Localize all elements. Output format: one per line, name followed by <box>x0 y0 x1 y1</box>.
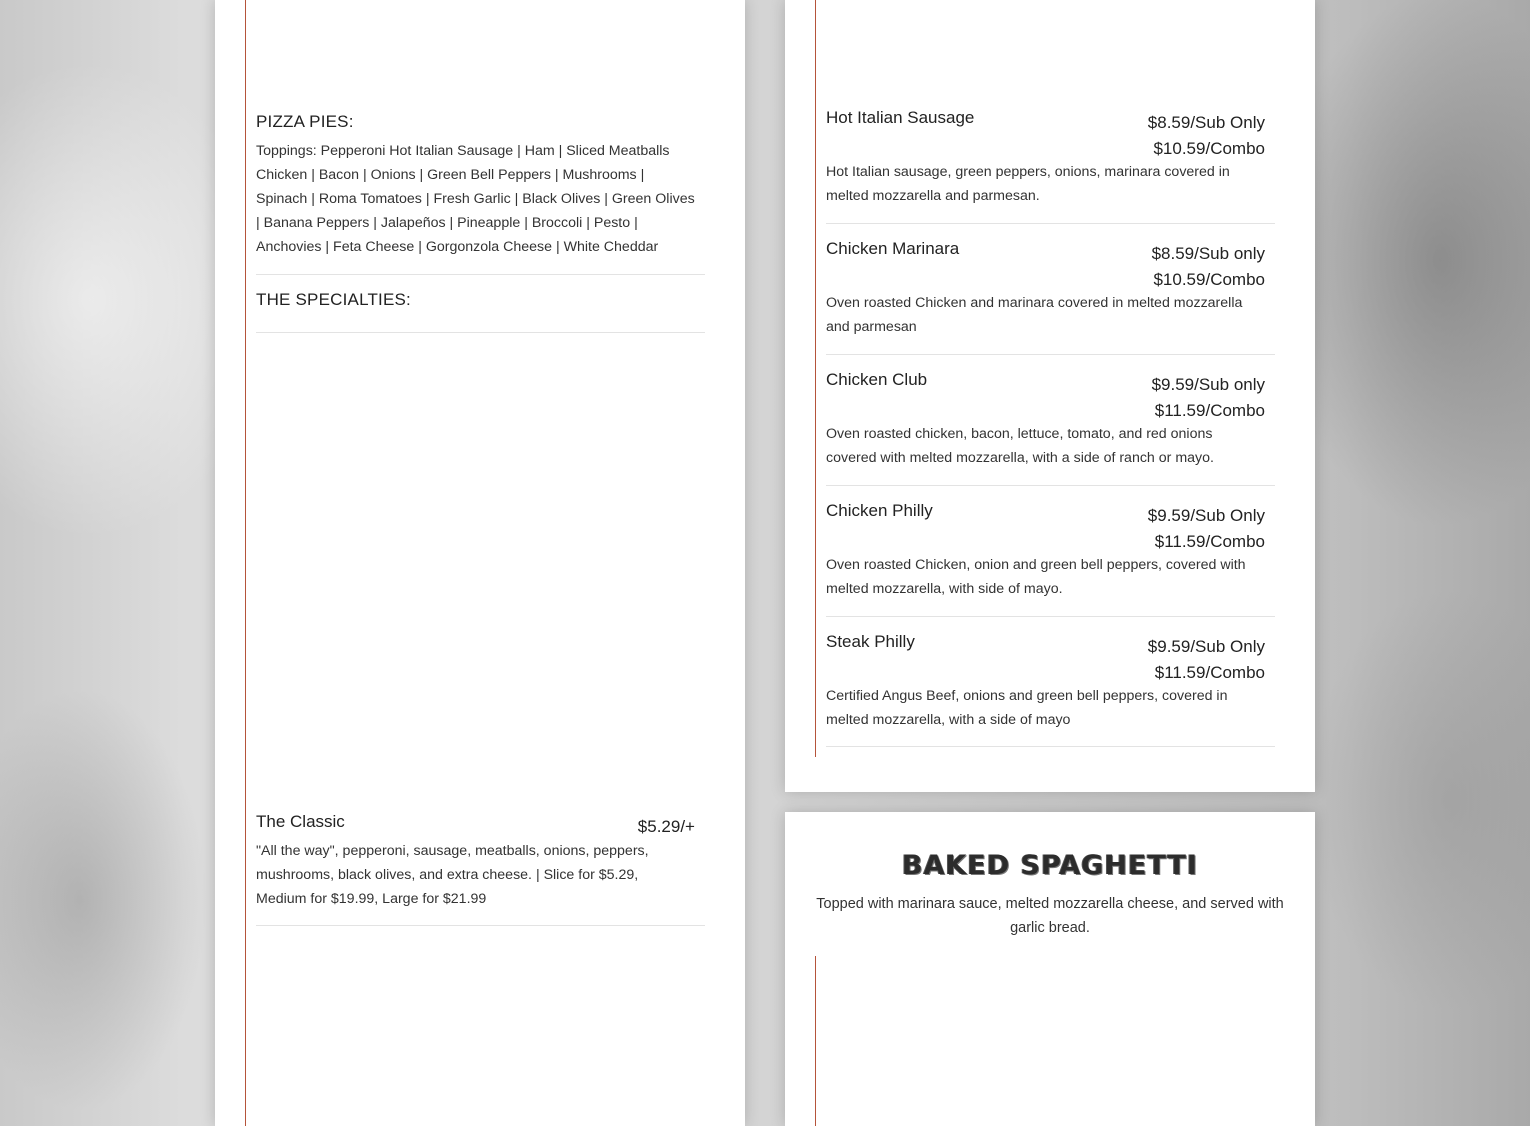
menu-item-name: Steak Philly <box>826 632 915 651</box>
accent-line <box>815 956 816 1126</box>
menu-item-description: Oven roasted Chicken, onion and green bell peppers, covered with melted mozzarella, with side of mayo. <box>826 557 1246 597</box>
menu-item-price <box>1152 372 1265 424</box>
price-sub-only: $9.59/Sub only <box>1151 375 1265 394</box>
pizza-menu-panel <box>215 0 745 1126</box>
menu-item-name: Hot Italian Sausage <box>826 108 975 127</box>
menu-item-description: "All the way", pepperoni, sausage, meatballs, onions, peppers, mushrooms, black olives, and extra cheese. | Slice for $5.29, Medium for $19.99, Large for $21.99 <box>256 843 649 907</box>
menu-item-description: Certified Angus Beef, onions and green bell peppers, covered in melted mozzarella, with a side of mayo <box>826 688 1228 728</box>
menu-item-description: Hot Italian sausage, green peppers, onions, marinara covered in melted mozzarella and parmesan. <box>826 164 1230 204</box>
divider <box>256 332 705 333</box>
menu-item-price <box>1152 241 1265 293</box>
divider <box>826 485 1275 486</box>
price-combo: $10.59/Combo <box>1153 270 1265 289</box>
menu-item-price <box>1148 503 1265 555</box>
menu-item-price <box>1148 110 1265 162</box>
menu-item-name: Chicken Marinara <box>826 239 960 258</box>
menu-item-price: $5.29/+ <box>637 817 695 836</box>
pizza-pies-heading: PIZZA PIES: <box>256 112 354 131</box>
price-combo: $11.59/Combo <box>1154 401 1265 420</box>
pizza-toppings-list: Toppings: Pepperoni Hot Italian Sausage | Ham | Sliced Meatballs Chicken | Bacon | Onions | Green Bell Peppers | Mushrooms | Spinach | Roma Tomatoes | Fresh Garlic | Black Olives | Green Olives | Banana Peppers | Jalapeños | Pineapple | Broccoli | Pesto | Anchovies | Feta Cheese | Gorgonzola Cheese | White Cheddar <box>256 143 695 255</box>
menu-item-hot-italian-sausage <box>826 108 1275 223</box>
specialties-heading: THE SPECIALTIES: <box>256 290 411 309</box>
menu-item-name: Chicken Philly <box>826 501 933 520</box>
price-combo: $11.59/Combo <box>1154 663 1265 682</box>
menu-item-description: Oven roasted Chicken and marinara covered in melted mozzarella and parmesan <box>826 295 1243 335</box>
section-description: Topped with marinara sauce, melted mozzarella cheese, and served with garlic bread. <box>816 896 1284 936</box>
price-sub-only: $9.59/Sub Only <box>1147 637 1265 656</box>
divider <box>826 354 1275 355</box>
menu-item-chicken-club <box>826 370 1275 485</box>
price-combo: $11.59/Combo <box>1154 532 1265 551</box>
price-sub-only: $9.59/Sub Only <box>1147 506 1265 525</box>
divider <box>256 925 705 926</box>
subs-menu-panel <box>785 0 1315 792</box>
menu-item-description: Oven roasted chicken, bacon, lettuce, tomato, and red onions covered with melted mozzarella, with a side of ranch or mayo. <box>826 426 1214 466</box>
price-combo: $10.59/Combo <box>1153 139 1265 158</box>
price-sub-only: $8.59/Sub only <box>1151 244 1265 263</box>
menu-item-name: Chicken Club <box>826 370 928 389</box>
baked-spaghetti-panel <box>785 812 1315 1126</box>
divider <box>826 616 1275 617</box>
section-title: BAKED SPAGHETTI <box>901 850 1198 881</box>
divider <box>826 746 1275 747</box>
divider <box>256 274 705 275</box>
menu-item-chicken-philly <box>826 501 1275 616</box>
menu-item-price <box>1148 634 1265 686</box>
accent-line <box>245 0 246 1126</box>
accent-line <box>815 0 816 757</box>
price-sub-only: $8.59/Sub Only <box>1147 113 1265 132</box>
divider <box>826 223 1275 224</box>
menu-item-the-classic <box>256 812 705 926</box>
menu-item-name: The Classic <box>256 812 345 831</box>
menu-item-chicken-marinara <box>826 239 1275 354</box>
menu-item-steak-philly <box>826 632 1275 746</box>
